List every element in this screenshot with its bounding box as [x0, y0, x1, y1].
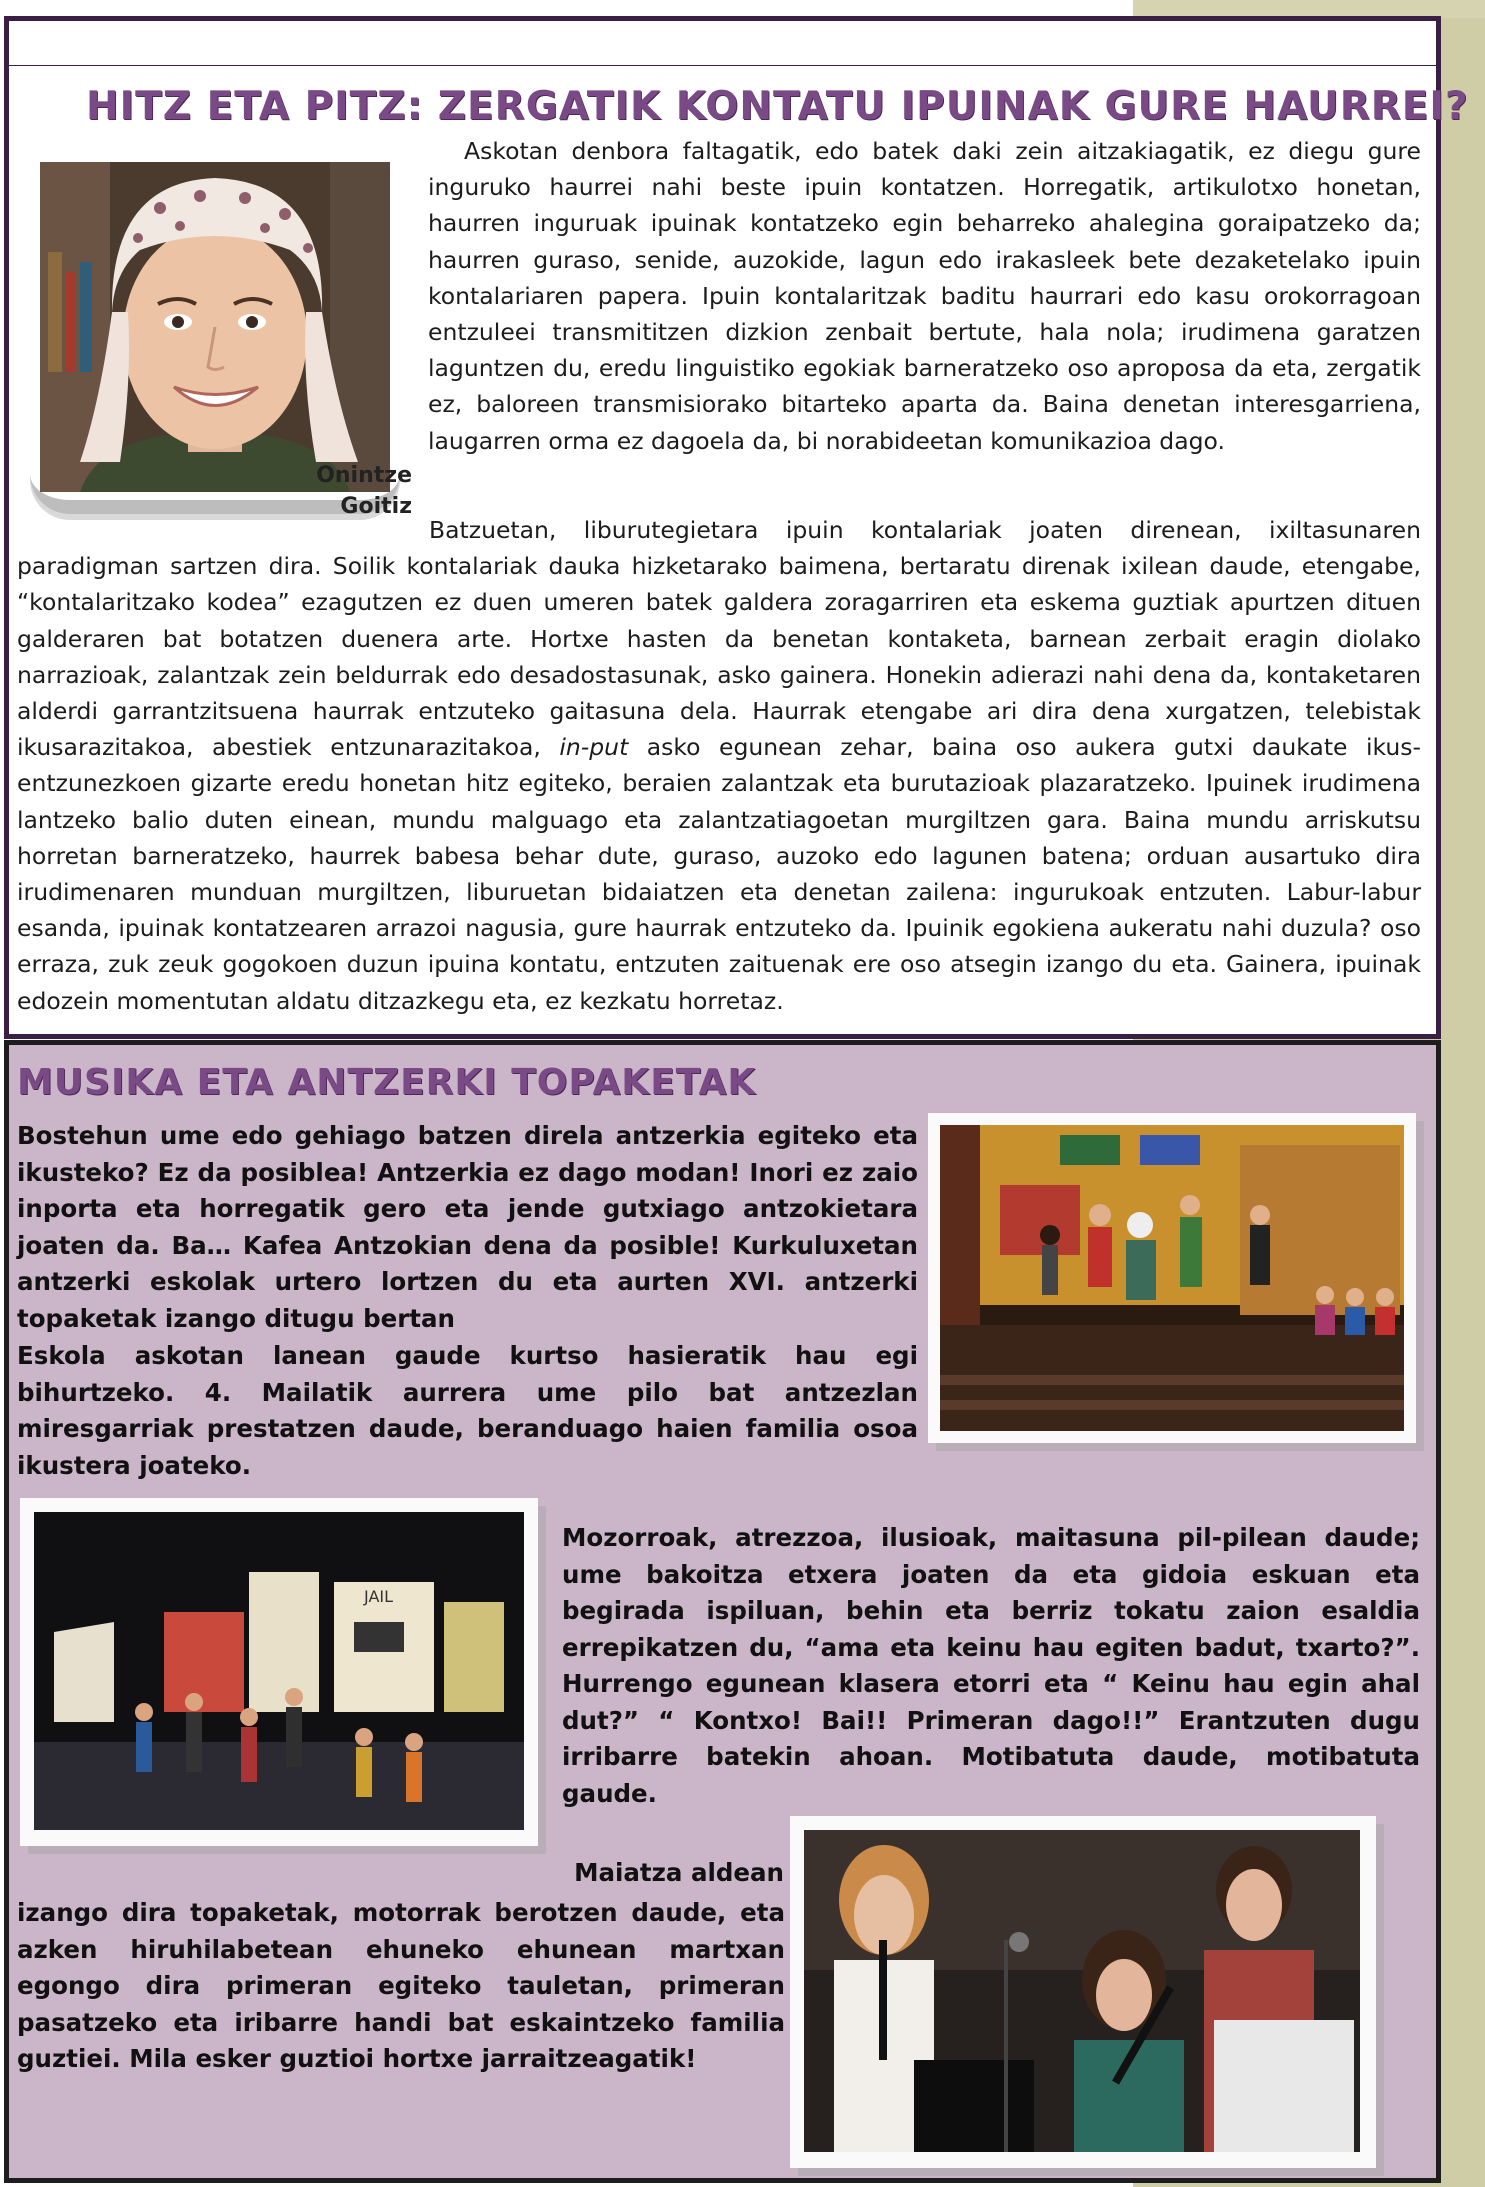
article1-paragraph-2-text-end: asko egunean zehar, baina oso aukera gutxi daukate ikus-entzunezkoen gizarte eredu honetan hitz egiteko, beraien zalantzak eta burutazioak plazaratzeko. Ipuinek irudimena lantzeko balio duten einean, mundu malguago eta zalantzatiagoetan murgiltzen gara. Baina mundu arriskutsu horretan barneratzeko, haurrek babesa behar dute, guraso, auzoko edo lagunen batena; orduan ausartuko dira irudimenaren munduan murgiltzen, liburuetan bidaiatzen eta denetan zailena: ingurukoak entzuten. Labur-labur esanda, ipuinak kontatzearen arrazoi nagusia, gure haurrak entzuteko da. Ipuinik egokiena aukeratu nahi duzula? oso erraza, zuk zeuk gogokoen duzun ipuina kontatu, entzuten zaituenak ere oso atsegin izango du eta. Gainera, ipuinak edozein momentutan aldatu ditzazkegu eta, ez kezkatu horretaz.: [17, 733, 1421, 1015]
article2-paragraph-1: Bostehun ume edo gehiago batzen direla antzerkia egiteko eta ikusteko? Ez da posiblea! Antzerkia ez dago modan! Inori ez zaio inporta eta horregatik gero eta jende gutxiago antzokietara joaten da. Ba… Kafea Antzokian dena da posible! Kurkuluxetan antzerki eskolak urtero lortzen du eta aurten XVI. antzerki topaketak izango ditugu bertan: [17, 1121, 918, 1333]
article-title-theater: MUSIKA ETA ANTZERKI TOPAKETAK: [17, 1062, 757, 1103]
article1-paragraph-2: [17, 512, 1421, 1019]
author-photo: [40, 162, 390, 492]
article1-paragraph-1: Askotan denbora faltagatik, edo batek daki zein aitzakiagatik, ez diegu gure inguruko haurrei nahi beste ipuin kontatzen. Horregatik, artikulotxo honetan, haurren inguruak ipuinak kontatzeko egin beharreko ahalegina goraipatzeko da; haurren guraso, senide, auzokide, lagun edo irakasleek bete dezaketelako ipuin kontalariaren papera. Ipuin kontalaritzak baditu haurrari edo kasu orokorragoan entzuleei transmititzen dizkion zenbait bertute, hala nola; irudimena garatzen laguntzen du, eredu linguistiko egokiak barneratzeko oso aproposa da eta, zergatik ez, baloreen transmisiorako bitarteko aparta da. Baina denetan interesgarriena, laugarren orma ez dagoela da, bi norabideetan komunikazioa dago.: [428, 137, 1421, 455]
article-title-stories: HITZ ETA PITZ: ZERGATIK KONTATU IPUINAK GURE HAURREI?: [86, 84, 1469, 129]
article2-paragraph-2: Eskola askotan lanean gaude kurtso hasieratik hau egi bihurtzeko. 4. Mailatik aurrera ume pilo bat antzezlan miresgarriak prestatzen daude, beranduago haien familia osoa ikustera joateko.: [17, 1341, 918, 1480]
author-last-name: Goitiz: [340, 494, 412, 519]
author-first-name: Onintze: [316, 463, 412, 488]
header-band: [4, 16, 1441, 70]
theater-stage-photo: [928, 1113, 1416, 1443]
article2-paragraph-3: Mozorroak, atrezzoa, ilusioak, maitasuna pil-pilean daude; ume bakoitza etxera joaten da eta gidoia eskuan eta begirada ispiluan, behin eta berriz tokatu zaion esaldia errepikatzen du, “ama eta keinu hau egiten badut, txarto?”. Hurrengo egunean klasera etorri eta “ Keinu hau egin ahal dut?” “ Kontxo! Bai!! Primeran dago!!” Erantzuten dugu irribarre batekin ahoan. Motibatuta daude, motibatuta gaude.: [562, 1523, 1420, 1808]
stage-sign: JAIL: [364, 1587, 394, 1606]
music-band-photo: [790, 1816, 1376, 2168]
article2-paragraph-4: izango dira topaketak, motorrak berotzen daude, eta azken hiruhilabetean ehuneko ehunean martxan egongo dira primeran egiteko tauletan, primeran pasatzeko eta iribarre handi bat eskaintzeko familia guztiei. Mila esker guztioi hortxe jarraitzeagatik!: [17, 1898, 785, 2073]
article2-paragraph-4-start: Maiatza aldean: [574, 1858, 784, 1887]
article1-paragraph-2-text: Batzuetan, liburutegietara ipuin kontalariak joaten direnean, ixiltasunaren paradigman sartzen dira. Soilik kontalariak dauka hizketarako baimena, bertaratu direnak ixilean daude, etengabe, “kontalaritzako kodea” ezagutzen ez duen umeren batek galdera zoragarriren eta eskema guztiak apurtzen dituen galderaren bat botatzen duenera arte. Hortxe hasten da benetan kontaketa, barnean zerbait eragin diolako narrazioak, zalantzak zein beldurrak edo desadostasunak, asko gainera. Honekin adierazi nahi dena da, kontaketaren alderdi garrantzitsuena haurrak entzuteko gaitasuna dela. Haurrak etengabe ari dira dena xurgatzen, telebistak ikusarazitakoa, abestiek entzunarazitakoa,: [17, 516, 1421, 762]
article1-italic-term: in-put: [559, 733, 629, 762]
theater-dance-photo: [20, 1498, 538, 1846]
